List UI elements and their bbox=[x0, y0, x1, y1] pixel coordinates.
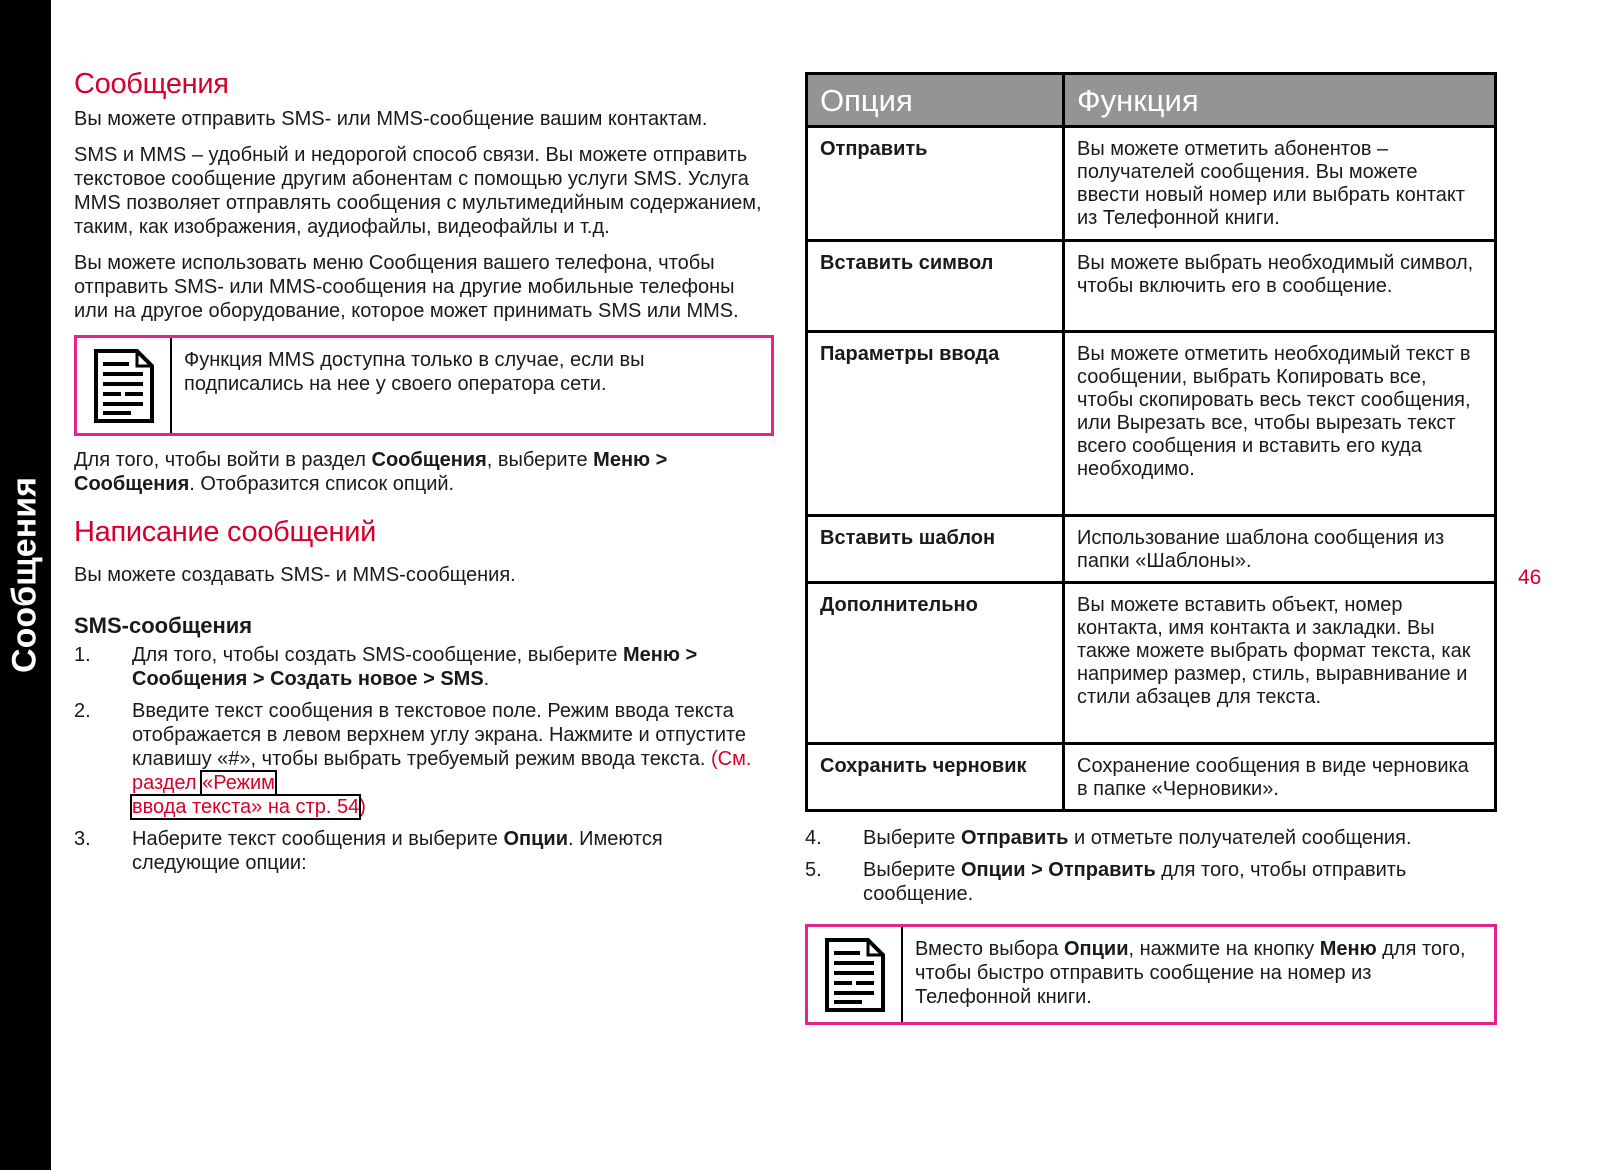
function-cell: Вы можете отметить необходимый текст в сообщении, выбрать Копировать все, чтобы скопировать весь текст сообщения, или Вырезать все, чтобы вырезать текст всего сообщения и вставить его куда необходимо. bbox=[1064, 332, 1496, 516]
menu-note-text bbox=[903, 927, 1494, 1022]
option-cell: Вставить шаблон bbox=[807, 516, 1064, 583]
step-body bbox=[863, 826, 1497, 850]
step-number: 1. bbox=[74, 644, 91, 666]
step-bold: Отправить bbox=[960, 827, 1069, 849]
header-option: Опция bbox=[807, 74, 1064, 127]
step-bold: Опции > Отправить bbox=[960, 859, 1156, 881]
step-number: 4. bbox=[805, 827, 822, 849]
step-after: . Имеются следующие опции: bbox=[132, 828, 663, 874]
section-heading: Сообщения bbox=[74, 68, 229, 100]
note-icon-cell bbox=[77, 338, 172, 433]
access-bold-2: Меню > Сообщения bbox=[74, 449, 668, 495]
table-row bbox=[807, 516, 1496, 583]
step-body bbox=[132, 643, 774, 691]
note2-text-3: для того, чтобы быстро отправить сообщение на номер из Телефонной книги. bbox=[915, 938, 1466, 1008]
steps-list-left bbox=[74, 643, 774, 875]
step-number: 2. bbox=[74, 700, 91, 722]
list-item bbox=[805, 826, 1497, 850]
table-row bbox=[807, 127, 1496, 241]
writing-heading: Написание сообщений bbox=[74, 516, 377, 548]
step-body bbox=[132, 827, 774, 875]
note2-text-1: Вместо выбора bbox=[915, 938, 1064, 960]
list-item bbox=[74, 827, 774, 875]
intro-paragraph: Вы можете отправить SMS- или MMS-сообщение вашим контактам. bbox=[74, 108, 708, 130]
left-column bbox=[74, 68, 774, 883]
step-bold: Меню > Сообщения > Создать новое > SMS bbox=[132, 644, 698, 690]
step-after: и отметьте получателей сообщения. bbox=[1068, 827, 1412, 849]
mms-note-text: Функция MMS доступна только в случае, если вы подписались на нее у своего оператора сети. bbox=[184, 349, 645, 395]
note-document-icon bbox=[93, 348, 155, 424]
step-number: 5. bbox=[805, 859, 822, 881]
steps-list-right bbox=[805, 826, 1497, 906]
note-icon-cell bbox=[808, 927, 903, 1022]
function-cell: Использование шаблона сообщения из папки «Шаблоны». bbox=[1064, 516, 1496, 583]
mms-note-box bbox=[74, 335, 774, 436]
step-text: Выберите bbox=[863, 859, 961, 881]
function-cell: Вы можете отметить абонентов – получателей сообщения. Вы можете ввести новый номер или выбрать контакт из Телефонной книги. bbox=[1064, 127, 1496, 241]
function-cell: Вы можете выбрать необходимый символ, чтобы включить его в сообщение. bbox=[1064, 241, 1496, 332]
table-row bbox=[807, 744, 1496, 811]
function-cell: Сохранение сообщения в виде черновика в папке «Черновики». bbox=[1064, 744, 1496, 811]
step-text: Выберите bbox=[863, 827, 961, 849]
step-after: . bbox=[483, 668, 490, 690]
cross-ref-link-part2[interactable]: ввода текста» на стр. 54 bbox=[132, 796, 360, 818]
step-text: Наберите текст сообщения и выберите bbox=[132, 828, 504, 850]
create-paragraph: Вы можете создавать SMS- и MMS-сообщения. bbox=[74, 564, 516, 586]
header-function: Функция bbox=[1064, 74, 1496, 127]
note-document-icon bbox=[824, 937, 886, 1013]
cross-ref-link-part1[interactable]: «Режим bbox=[202, 772, 275, 794]
option-cell: Отправить bbox=[807, 127, 1064, 241]
note2-text-2: , нажмите на кнопку bbox=[1128, 938, 1320, 960]
table-header-row bbox=[807, 74, 1496, 127]
list-item bbox=[805, 858, 1497, 906]
step-bold: Опции bbox=[503, 828, 568, 850]
note2-bold-1: Опции bbox=[1063, 938, 1129, 960]
step-text: Для того, чтобы создать SMS-сообщение, выберите bbox=[132, 644, 623, 666]
sms-subheading: SMS-сообщения bbox=[74, 613, 253, 638]
function-cell: Вы можете вставить объект, номер контакта, имя контакта и закладки. Вы также можете выбрать формат текста, как например размер, стиль, выравнивание и стили абзацев для текста. bbox=[1064, 583, 1496, 744]
access-bold-1: Сообщения bbox=[371, 449, 487, 471]
side-tab-title: Сообщения bbox=[5, 477, 44, 673]
table-row bbox=[807, 583, 1496, 744]
options-table bbox=[805, 72, 1497, 812]
access-text-3: . Отобразится список опций. bbox=[189, 473, 455, 495]
step-text: Введите текст сообщения в текстовое поле. Режим ввода текста отображается в левом верхнем углу экрана. Нажмите и отпустите клавишу «#», чтобы выбрать требуемый режим ввода текста. bbox=[132, 700, 747, 770]
step-body bbox=[863, 858, 1497, 906]
cross-ref-prefix: (См. раздел bbox=[132, 748, 752, 794]
menu-note-box bbox=[805, 924, 1497, 1025]
sms-mms-paragraph: SMS и MMS – удобный и недорогой способ связи. Вы можете отправить текстовое сообщение другим абонентам с помощью услуги SMS. Услуга MMS позволяет отправлять сообщения с мультимедийным содержанием, таким, как изображения, аудиофайлы, видеофайлы и т.д. bbox=[74, 144, 762, 238]
access-paragraph bbox=[74, 448, 774, 496]
table-row bbox=[807, 332, 1496, 516]
side-tab bbox=[0, 0, 51, 1170]
access-text-1: Для того, чтобы войти в раздел bbox=[74, 449, 372, 471]
access-text-2: , выберите bbox=[486, 449, 594, 471]
option-cell: Дополнительно bbox=[807, 583, 1064, 744]
option-cell: Вставить символ bbox=[807, 241, 1064, 332]
option-cell: Сохранить черновик bbox=[807, 744, 1064, 811]
right-column bbox=[805, 72, 1497, 1037]
step-body bbox=[132, 699, 774, 819]
list-item bbox=[74, 699, 774, 819]
step-after: для того, чтобы отправить сообщение. bbox=[863, 859, 1407, 905]
list-item bbox=[74, 643, 774, 691]
table-row bbox=[807, 241, 1496, 332]
menu-paragraph: Вы можете использовать меню Сообщения вашего телефона, чтобы отправить SMS- или MMS-сообщения на другие мобильные телефоны или на другое оборудование, которое может принимать SMS или MMS. bbox=[74, 252, 739, 322]
step-number: 3. bbox=[74, 828, 91, 850]
page-number: 46 bbox=[1518, 566, 1542, 589]
cross-ref-suffix: ) bbox=[359, 796, 366, 818]
option-cell: Параметры ввода bbox=[807, 332, 1064, 516]
note2-bold-2: Меню bbox=[1319, 938, 1377, 960]
